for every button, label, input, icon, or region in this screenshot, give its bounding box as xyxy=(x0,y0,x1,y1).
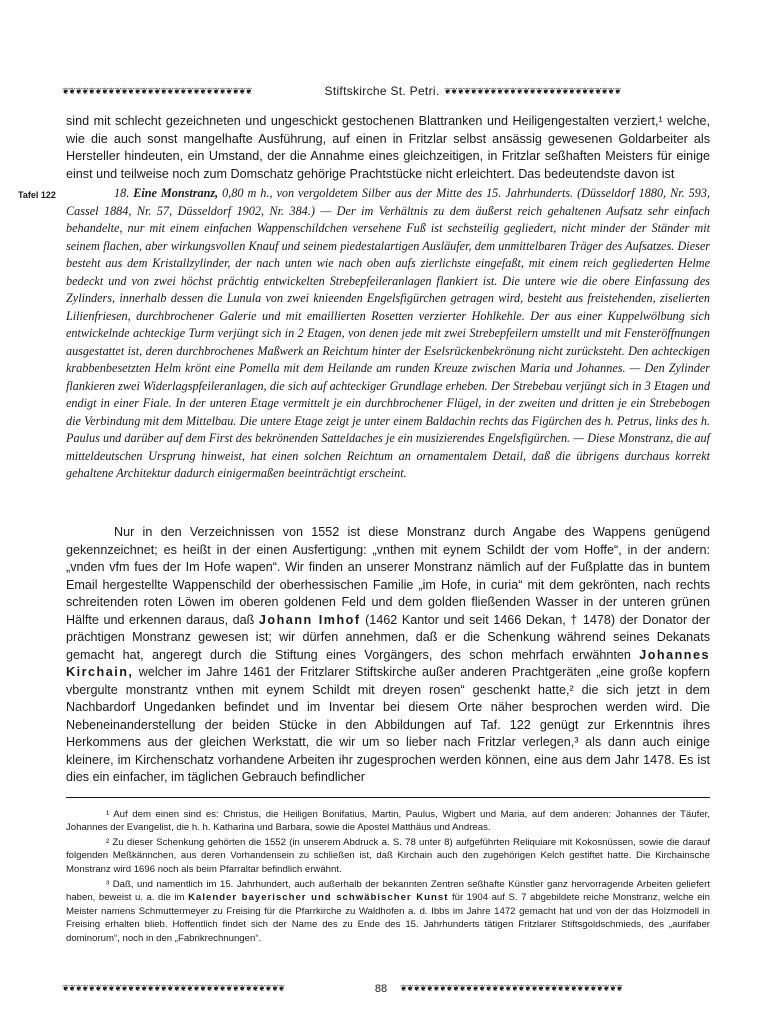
footnote-1: ¹ Auf dem einen sind es: Christus, die Heiligen Bonifatius, Martin, Paulus, Wigbert und Maria, auf dem anderen: Johannes der Täufer, Johannes der Evangelist, die h. h. Katharina und Barbara, sowie die Apostel Matthäus und Andreas. xyxy=(66,809,710,834)
footnote-divider xyxy=(66,797,710,798)
footnote-2: ² Zu dieser Schenkung gehörten die 1552 (in unserem Abdruck a. S. 78 unter 8) aufgeführten Reliquiare mit Kokosnüssen, sowie die darauf folgenden Meßkännchen, aus deren Vorhandensein zu schließen ist, daß Kirchain auch den zugehörigen Kelch gestiftet hatte. Die Kirchainsche Monstranz wird 1696 noch als beim Pfarraltar befindlich erwähnt. xyxy=(66,837,710,875)
person-name-imhof: Johann Imhof xyxy=(258,612,361,627)
footer-ornament-left: ❦❦❦❦❦❦❦❦❦❦❦❦❦❦❦❦❦❦❦❦❦❦❦❦❦❦❦❦❦❦❦❦❦❦ xyxy=(62,984,285,994)
person-name-kirchain: Johannes Kirchain, xyxy=(66,647,710,679)
intro-paragraph: sind mit schlecht gezeichneten und ungeschickt gestochenen Blattranken und Heiligengestalten verziert,¹ welche, wie die auch sonst mangelhafte Ausführung, auf einen in Fritzlar selbst ansässig gewesenen Goldarbeiter als Hersteller hindeuten, ein Umstand, der die Annahme eines gleichzeitigen, in Fritzlar seßhaften Meisters für einige einst und teilweise noch zum Domschatz gehörige Prachtstücke nicht erleichtert. Das bedeutendste davon ist xyxy=(66,114,710,181)
entry-text: 0,80 m h., von vergoldetem Silber aus der Mitte des 15. Jahrhunderts. (Düsseldorf 1880, Nr. 593, Cassel 1884, Nr. 57, Düsseldorf 1902, Nr. 384.) — Der im Verhältnis zu dem äußerst reich gehaltenen Aufsatz sehr einfach behandelte, nur mit einem einfachen Wappenschildchen versehene Fuß ist sechsteilig gegliedert, nicht minder der Ständer mit seinem flachen, aber wirkungsvollen Knauf und seinem piedestalartigen Ausläufer, dem unmittelbaren Träger des Aufsatzes. Dieser besteht aus dem Kristallzylinder, der nach unten wie nach oben aufs zierlichste eingefaßt, mit einem reich gegliederten Helme bedeckt und von zwei höchst prächtig entwickelten Strebepfeileranlagen flankiert ist. Die untere wie die obere Einfassung des Zylinders, innerhalb dessen die Lunula von zwei knieenden Engelsfigürchen getragen wird, besteht aus freistehenden, ziselierten Lilienfriesen, durchbrochener Galerie und mit emaillierten Rosetten verzierter Hohlkehle. Der aus einer Kuppelwölbung sich entwickelnde achteckige Turm verjüngt sich in 2 Etagen, von denen jede mit zwei Strebepfeilern umstellt und mit Fensteröffnungen ausgestattet ist, deren durchbrochenes Maßwerk an Reichtum hinter der Eselsrückenbekrönung nicht zurücksteht. Den achteckigen krabbenbesetzten Helm krönt eine Pomella mit dem Heilande am runden Kreuze zwischen Maria und Johannes. — Den Zylinder flankieren zwei Widerlagspfeileranlagen, die sich auf achteckiger Grundlage erheben. Der Strebebau verjüngt sich in 3 Etagen und endigt in einer Fiale. In der unteren Etage vermittelt je ein durchbrochener Flügel, in der zweiten und dritten je ein Strebebogen die Verbindung mit dem Mittelbau. Die untere Etage zeigt je unter einem Baldachin rechts das Figürchen des h. Petrus, links des h. Paulus und darüber auf dem First des bekrönenden Satteldaches je ein musizierendes Engelsfigürchen. — Diese Monstranz, die auf mitteldeutschen Ursprung hinweist, hat einen solchen Reichtum an ornamentalem Detail, daß die übrigens durchaus korrekt gehaltene Architektur dadurch einigermaßen beeinträchtigt erscheint. xyxy=(66,186,710,480)
body-text-part-1: Nur in den Verzeichnissen von 1552 ist diese Monstranz durch Angabe des Wappens genügend gekennzeichnet; es heißt in der einen Ausfertigung: „vnthen mit eynem Schildt der vom Hoffe“, in der andern: „vnden vfm fues der Im Hofe wapen“. Wir finden an unserer Monstranz nämlich auf der Fußplatte das in buntem Email hergestellte Wappenschild der oberhessischen Familie „im Hofe, in curia“ mit dem gekrönten, nach rechts schreitenden roten Löwen im oberen goldenen Feld und dem golden fließenden Wasser in der unteren grünen Hälfte und erkennen daraus, daß xyxy=(66,525,710,627)
body-text-part-3: welcher im Jahre 1461 der Fritzlarer Stiftskirche außer anderen Prachtgeräten „eine große kopfern vbergulte monstrantz vnthen mit eynem Schildt mit dreyen rosen“ geschenkt hatte,² die sich jetzt in dem Nachbardorf Ungedanken befindet und im Inventar bei diesem Orte näher besprochen werden wird. Die Nebeneinanderstellung der beiden Stücke in den Abbildungen auf Taf. 122 genügt zur Erkenntnis ihres Herkommens aus der gleichen Werkstatt, die wir um so lieber nach Fritzlar verlegen,³ als dann auch einige kleinere, im Kirchenschatz vorhandene Arbeiten ihr zugesprochen werden können, eine aus dem Jahr 1478. Es ist dies ein einfacher, im täglichen Gebrauch befindlicher xyxy=(66,665,710,784)
header-ornament-left: ❦❦❦❦❦❦❦❦❦❦❦❦❦❦❦❦❦❦❦❦❦❦❦❦❦❦❦❦❦ xyxy=(62,87,252,97)
page-number: 88 xyxy=(374,983,388,995)
running-header-title: Stiftskirche St. Petri. xyxy=(324,84,440,98)
entry-name: Eine Monstranz, xyxy=(133,186,219,200)
footnote-3-title: Kalender bayerischer und schwäbischer Kunst xyxy=(188,892,449,904)
footnote-3-text-b: für 1904 auf S. 7 abgebildete reiche Monstranz, welche ein Meister namens Schmuttermeyer zu Freising für die Pfarrkirche zu Waldhofen a. d. Ibbs im Jahre 1472 gemacht hat und von der das Holzmodell in Freising erhalten blieb. Hoffentlich findet sich der Name des zu Ende des 15. Jahrhunderts tätigen Fritzlarer Stiftsgoldschmieds, des „aurifaber dominorum“, noch in den „Fabrikrechnungen“. xyxy=(66,892,710,944)
footnote-3 xyxy=(66,878,710,945)
header-ornament-right: ❦❦❦❦❦❦❦❦❦❦❦❦❦❦❦❦❦❦❦❦❦❦❦❦❦❦❦ xyxy=(444,87,621,97)
footnote-3-text-a: ³ Daß, und namentlich im 15. Jahrhundert, auch außerhalb der bekannten Zentren seßhafte Künstler ganz hervorragende Arbeiten geliefert haben, beweist u. a. die im xyxy=(66,879,710,904)
entry-number: 18. xyxy=(114,186,130,200)
body-paragraph xyxy=(66,524,710,787)
catalogue-entry xyxy=(66,185,710,483)
plate-reference: Tafel 122 xyxy=(18,190,56,200)
body-text-part-2: (1462 Kantor und seit 1466 Dekan, † 1478) der Donator der prächtigen Monstranz gewesen ist; wir dürfen annehmen, daß er die Schenkung während seines Dekanats gemacht hat, angeregt durch die Stiftung eines Vorgängers, des schon mehrfach erwähnten xyxy=(66,612,710,662)
footer-ornament-right: ❦❦❦❦❦❦❦❦❦❦❦❦❦❦❦❦❦❦❦❦❦❦❦❦❦❦❦❦❦❦❦❦❦❦ xyxy=(400,984,623,994)
